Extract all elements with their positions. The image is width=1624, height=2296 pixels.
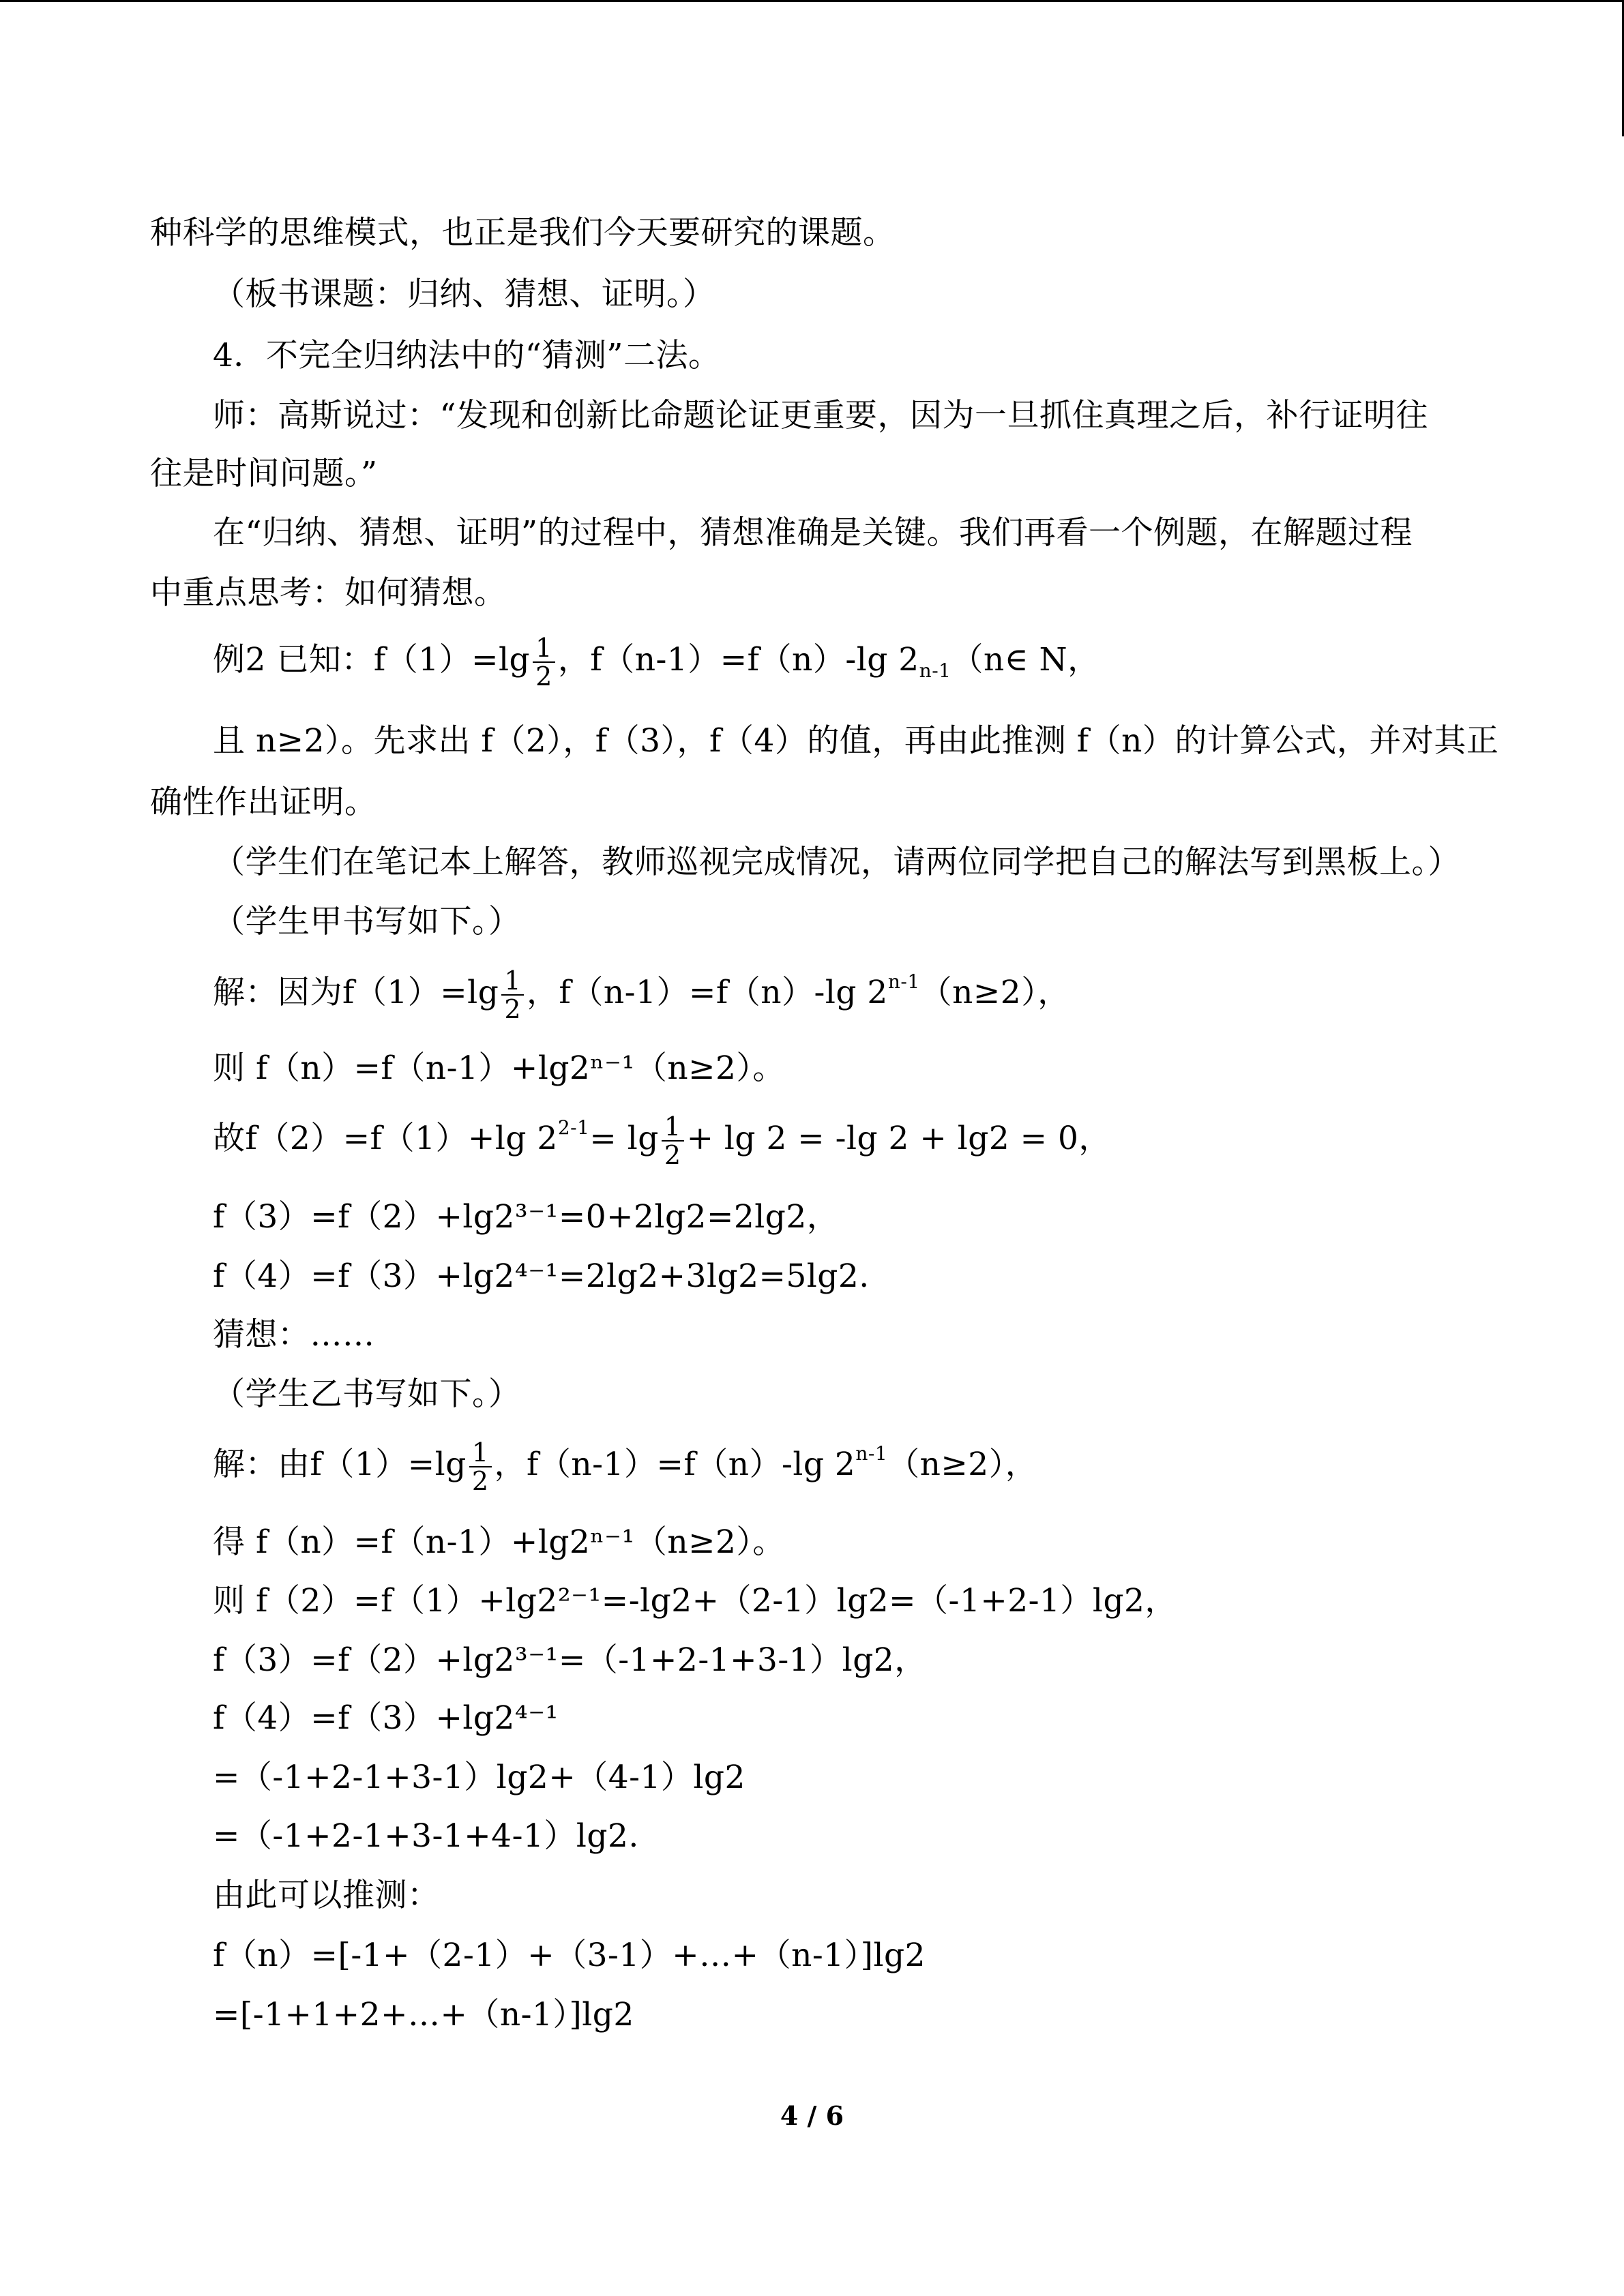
fraction <box>469 1439 492 1495</box>
superscript: n-1 <box>855 1442 888 1465</box>
fraction <box>501 967 524 1023</box>
fraction-numerator: 1 <box>533 634 555 663</box>
paragraph-line: 由此可以推测： <box>213 1877 440 1914</box>
paragraph-line: 师：高斯说过：“发现和创新比命题论证更重要，因为一旦抓住真理之后，补行证明往 <box>213 397 1429 434</box>
paragraph-line: f（n）=[-1+（2-1）+（3-1）+…+（n-1）]lg2 <box>213 1937 926 1974</box>
formula-text: 例2 已知：f（1）=lg <box>213 641 531 679</box>
fraction-numerator: 1 <box>469 1439 492 1467</box>
paragraph-line: f（4）=f（3）+lg2⁴⁻¹=2lg2+3lg2=5lg2. <box>213 1257 870 1295</box>
formula-text: ，f（n-1）=f（n）-lg 2 <box>557 641 919 679</box>
fraction <box>533 634 555 690</box>
paragraph-line: 往是时间问题。” <box>150 455 378 492</box>
paragraph-line: 得 f（n）=f（n-1）+lg2ⁿ⁻¹（n≥2）。 <box>213 1523 785 1561</box>
paragraph-line: （学生们在笔记本上解答，教师巡视完成情况，请两位同学把自己的解法写到黑板上。） <box>213 844 1460 881</box>
solution-a-line <box>213 967 1070 1023</box>
page-number: 4 / 6 <box>780 2100 844 2131</box>
paragraph-line: f（4）=f（3）+lg2⁴⁻¹ <box>213 1699 559 1737</box>
fraction-numerator: 1 <box>501 967 524 996</box>
paragraph-line: 且 n≥2）。先求出 f（2），f（3），f（4）的值，再由此推测 f（n）的计算公式，并对其正 <box>213 722 1499 760</box>
fraction-denominator: 2 <box>504 994 521 1024</box>
superscript: 2-1 <box>557 1116 590 1139</box>
subscript: n-1 <box>919 659 951 682</box>
formula-text: 解：由f（1）=lg <box>213 1446 467 1483</box>
formula-text: （n≥2）， <box>887 1446 1038 1483</box>
paragraph-line: f（3）=f（2）+lg2³⁻¹=（-1+2-1+3-1）lg2， <box>213 1641 927 1679</box>
example-statement <box>213 634 1100 690</box>
fraction-denominator: 2 <box>471 1466 489 1496</box>
paragraph-line: f（3）=f（2）+lg2³⁻¹=0+2lg2=2lg2， <box>213 1198 840 1236</box>
solution-a-line <box>213 1113 1111 1169</box>
top-border <box>0 0 1624 2</box>
fraction-numerator: 1 <box>662 1113 684 1142</box>
formula-text: ，f（n-1）=f（n）-lg 2 <box>527 974 888 1011</box>
fraction-denominator: 2 <box>535 661 552 691</box>
formula-text: ，f（n-1）=f（n）-lg 2 <box>494 1446 856 1483</box>
formula-text: = lg <box>589 1120 659 1157</box>
formula-text: （n∈ N， <box>951 641 1100 679</box>
paragraph-line: （学生乙书写如下。） <box>213 1375 521 1413</box>
solution-b-line <box>213 1439 1037 1495</box>
paragraph-line: 则 f（2）=f（1）+lg2²⁻¹=-lg2+（2-1）lg2=（-1+2-1）lg2， <box>213 1582 1177 1620</box>
paragraph-line: 则 f（n）=f（n-1）+lg2ⁿ⁻¹（n≥2）。 <box>213 1049 785 1087</box>
fraction <box>662 1113 684 1169</box>
paragraph-line: 确性作出证明。 <box>150 784 377 821</box>
formula-text: + lg 2 = -lg 2 + lg2 = 0， <box>686 1120 1111 1157</box>
paragraph-line: （板书课题：归纳、猜想、证明。） <box>213 275 715 313</box>
fraction-denominator: 2 <box>664 1140 681 1170</box>
formula-text: 解：因为f（1）=lg <box>213 974 499 1011</box>
paragraph-line: 种科学的思维模式，也正是我们今天要研究的课题。 <box>150 214 896 252</box>
paragraph-line: =（-1+2-1+3-1）lg2+（4-1）lg2 <box>213 1759 745 1796</box>
formula-text: （n≥2）， <box>919 974 1070 1011</box>
paragraph-line: =（-1+2-1+3-1+4-1）lg2. <box>213 1817 639 1855</box>
paragraph-line: （学生甲书写如下。） <box>213 903 521 940</box>
formula-text: 故f（2）=f（1）+lg 2 <box>213 1120 558 1157</box>
paragraph-line: =[-1+1+2+…+（n-1）]lg2 <box>213 1996 634 2033</box>
paragraph-line: 在“归纳、猜想、证明”的过程中，猜想准确是关键。我们再看一个例题，在解题过程 <box>213 514 1413 552</box>
paragraph-line: 中重点思考：如何猜想。 <box>150 574 507 612</box>
paragraph-line: 猜想：…… <box>213 1316 375 1354</box>
superscript: n-1 <box>887 970 920 993</box>
section-heading: 4．不完全归纳法中的“猜测”二法。 <box>213 337 721 374</box>
